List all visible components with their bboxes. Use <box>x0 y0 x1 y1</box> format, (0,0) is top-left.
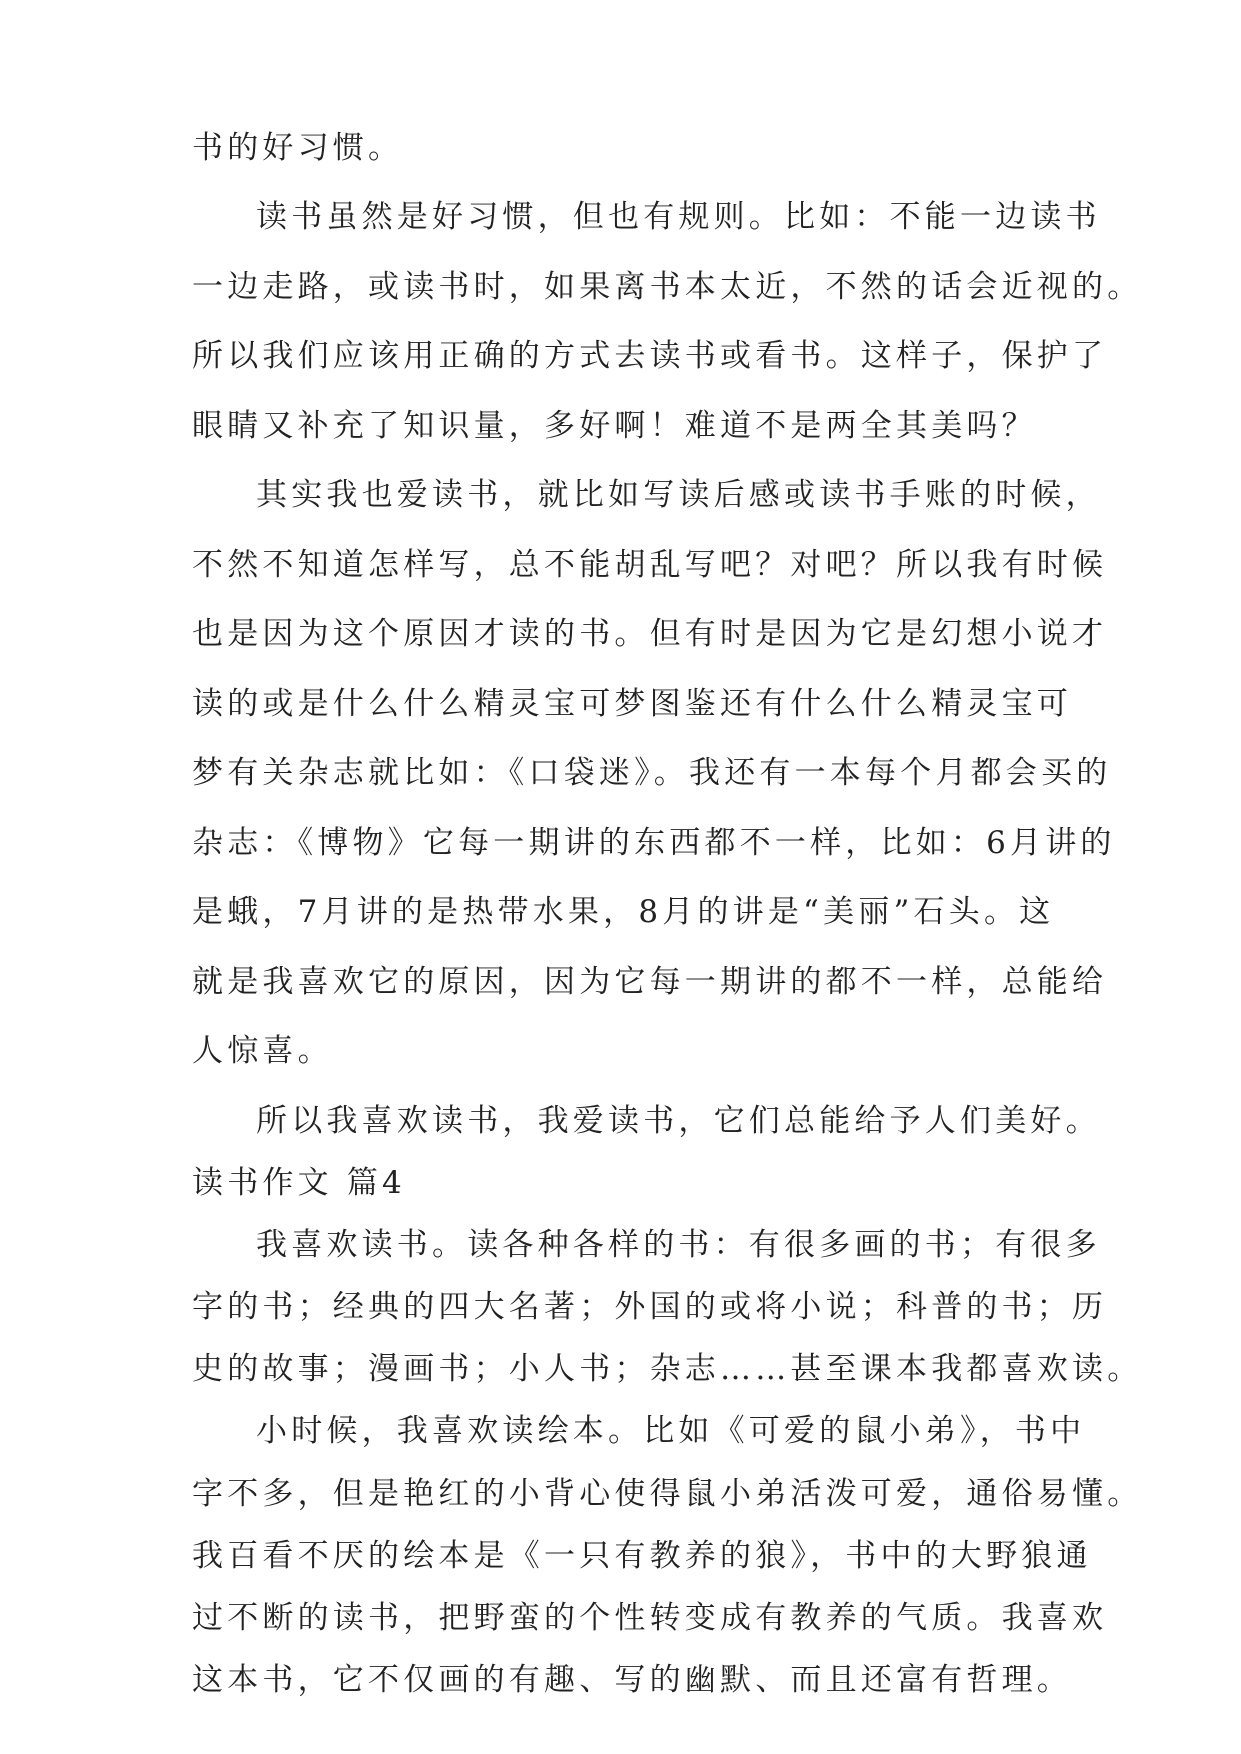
paragraph-first-line <box>0 463 1241 527</box>
line-text: 其实我也爱读书，就比如写读后感或读书手账的时候， <box>256 477 1101 513</box>
paragraph-first-line <box>0 1089 1241 1153</box>
text-line <box>0 741 1241 805</box>
heading-text: 读书作文 篇4 <box>192 1165 406 1201</box>
line-text: 我百看不厌的绘本是《一只有教养的狼》，书中的大野狼通 <box>192 1538 1092 1574</box>
line-text: 字不多，但是艳红的小背心使得鼠小弟活泼可爱，通俗易懂。 <box>192 1476 1143 1512</box>
text-line <box>0 672 1241 736</box>
text-line <box>0 1648 1241 1712</box>
paragraph-first-line <box>0 185 1241 249</box>
line-text: 所以我们应该用正确的方式去读书或看书。这样子，保护了 <box>192 338 1108 374</box>
text-line <box>0 533 1241 597</box>
text-line <box>0 1275 1241 1339</box>
paragraph-first-line <box>0 1399 1241 1463</box>
text-line <box>0 1524 1241 1588</box>
line-text: 杂志：《博物》它每一期讲的东西都不一样，比如：6月讲的 <box>192 825 1116 861</box>
text-line <box>0 1462 1241 1526</box>
line-text: 是蛾，7月讲的是热带水果，8月的讲是“美丽”石头。这 <box>192 894 1055 930</box>
text-line <box>0 394 1241 458</box>
line-text: 人惊喜。 <box>192 1033 333 1069</box>
text-line <box>0 1337 1241 1401</box>
text-line <box>0 811 1241 875</box>
line-text: 史的故事；漫画书；小人书；杂志……甚至课本我都喜欢读。 <box>192 1351 1143 1387</box>
line-text: 就是我喜欢它的原因，因为它每一期讲的都不一样，总能给 <box>192 964 1108 1000</box>
paragraph-first-line <box>0 1213 1241 1277</box>
line-text: 梦有关杂志就比如：《口袋迷》。我还有一本每个月都会买的 <box>192 755 1112 791</box>
line-text: 不然不知道怎样写，总不能胡乱写吧？对吧？所以我有时候 <box>192 547 1108 583</box>
line-text: 读的或是什么什么精灵宝可梦图鉴还有什么什么精灵宝可 <box>192 686 1072 722</box>
text-line <box>0 1019 1241 1083</box>
text-line <box>0 950 1241 1014</box>
line-text: 也是因为这个原因才读的书。但有时是因为它是幻想小说才 <box>192 616 1108 652</box>
text-line <box>0 255 1241 319</box>
line-text: 过不断的读书，把野蛮的个性转变成有教养的气质。我喜欢 <box>192 1600 1108 1636</box>
line-text: 这本书，它不仅画的有趣、写的幽默、而且还富有哲理。 <box>192 1662 1072 1698</box>
text-line <box>0 116 1241 180</box>
line-text: 一边走路，或读书时，如果离书本太近，不然的话会近视的。 <box>192 269 1143 305</box>
line-text: 我喜欢读书。读各种各样的书：有很多画的书；有很多 <box>256 1227 1101 1263</box>
line-text: 所以我喜欢读书，我爱读书，它们总能给予人们美好。 <box>256 1103 1101 1139</box>
line-text: 眼睛又补充了知识量，多好啊！难道不是两全其美吗？ <box>192 408 1037 444</box>
text-line <box>0 602 1241 666</box>
section-heading <box>0 1151 1241 1215</box>
text-line <box>0 880 1241 944</box>
line-text: 字的书；经典的四大名著；外国的或将小说；科普的书；历 <box>192 1289 1108 1325</box>
line-text: 书的好习惯。 <box>192 130 404 166</box>
text-line <box>0 1586 1241 1650</box>
line-text: 小时候，我喜欢读绘本。比如《可爱的鼠小弟》，书中 <box>256 1413 1086 1449</box>
line-text: 读书虽然是好习惯，但也有规则。比如：不能一边读书 <box>256 199 1101 235</box>
text-line <box>0 324 1241 388</box>
